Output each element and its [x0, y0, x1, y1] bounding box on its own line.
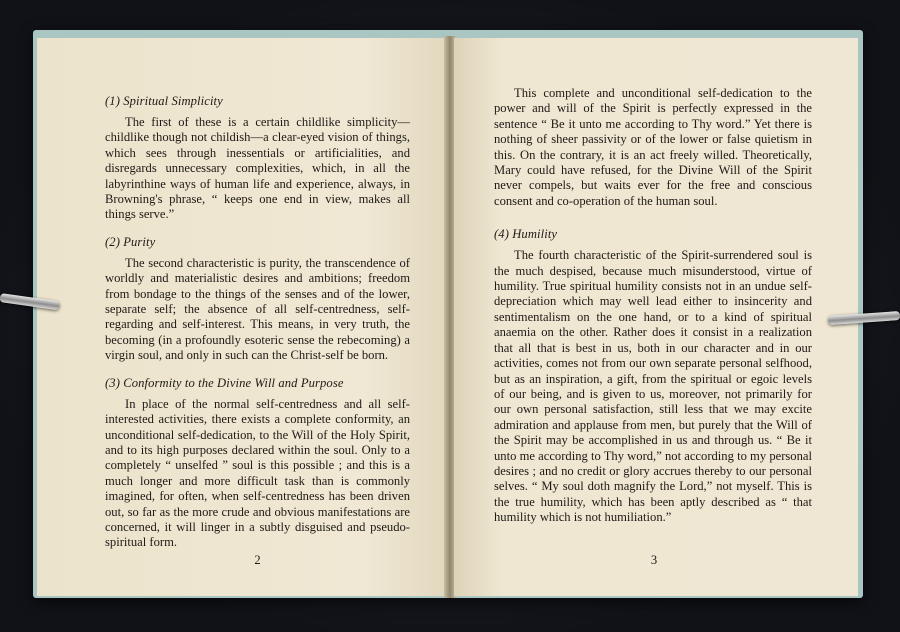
page-number: 3 — [650, 553, 658, 567]
section-heading: (3) Conformity to the Divine Will and Purpose — [105, 375, 344, 390]
section-paragraph: The fourth characteristic of the Spirit-surrendered soul is the much despised, because much misunderstood, virtue of humility. True spiritual humility consists not in an undue self-depreciation which may well lead either to insincerity and sentimentalism on the one hand, or to a kind of spiritual anaemia on the other. Rather does it consist in a realization that all that is best in us, both in our character and in our activities, comes not from our own separate personal selfhood, but as an inspiration, a gift, from the spiritual or egoic levels of our being, and is given to us, moreover, not primarily for our own personal satisfaction, still less that we may excite admiration and applause from men, but purely that the Will of the Spirit may be accomplished in us and through us. “ Be it unto me according to Thy word,” not according to my personal desires ; and no credit or glory accrues thereby to our personal selves. “ My soul doth magnify the Lord,” not myself. This is the true humility, which has been aptly described as “ that humility which is not humiliation.” — [494, 248, 812, 525]
section-heading: (2) Purity — [105, 234, 156, 249]
section-heading: (1) Spiritual Simplicity — [105, 94, 223, 108]
left-page — [37, 38, 446, 596]
section-heading: (4) Humility — [494, 227, 558, 242]
section-paragraph: The first of these is a certain childlike simplicity—childlike though not childish—a clear-eyed vision of things, which sees through inessentials or artificialities, and disregards unnecessary complexities, which, in all the labyrinthine ways of human life and experience, always, in Browning's phrase, “ keeps one end in view, makes all things serve.” — [105, 115, 410, 222]
intro-paragraph: This complete and unconditional self-dedication to the power and will of the Spirit is perfectly expressed in the sentence “ Be it unto me according to Thy word.” Yet there is nothing of sheer passivity or of the lower or false quietism in this. On the contrary, it is an act freely willed. Theoretically, Mary could have refused, for the Divine Will of the Spirit never compels, but waits ever for the free and conscious consent and co-operation of the human soul. — [494, 86, 812, 208]
page-number: 2 — [254, 553, 261, 567]
section-paragraph: The second characteristic is purity, the transcendence of worldly and materialistic desires and ambitions; freedom from bondage to the things of the senses and of the lower, separate self; the absence of all self-centredness, self-regarding and self-interest. This means, in very truth, the becoming (in a profoundly esoteric sense the rebecoming) a virgin soul, and only in such can the Christ-self be born. — [105, 255, 410, 363]
right-page — [454, 38, 858, 596]
section-paragraph: In place of the normal self-centredness and all self-interested activities, there exists a complete conformity, an unconditional self-dedication, to the Will of the Holy Spirit, and to its high purposes declared within the soul. Only to a completely “ unselfed ” soul is this possible ; and this is a much longer and more difficult task than is commonly imagined, for often, when self-centredness has been driven out, so far as the more crude and obvious manifestations are concerned, it will linger in a subtly disguised and pseudo-spiritual form. — [105, 396, 410, 550]
